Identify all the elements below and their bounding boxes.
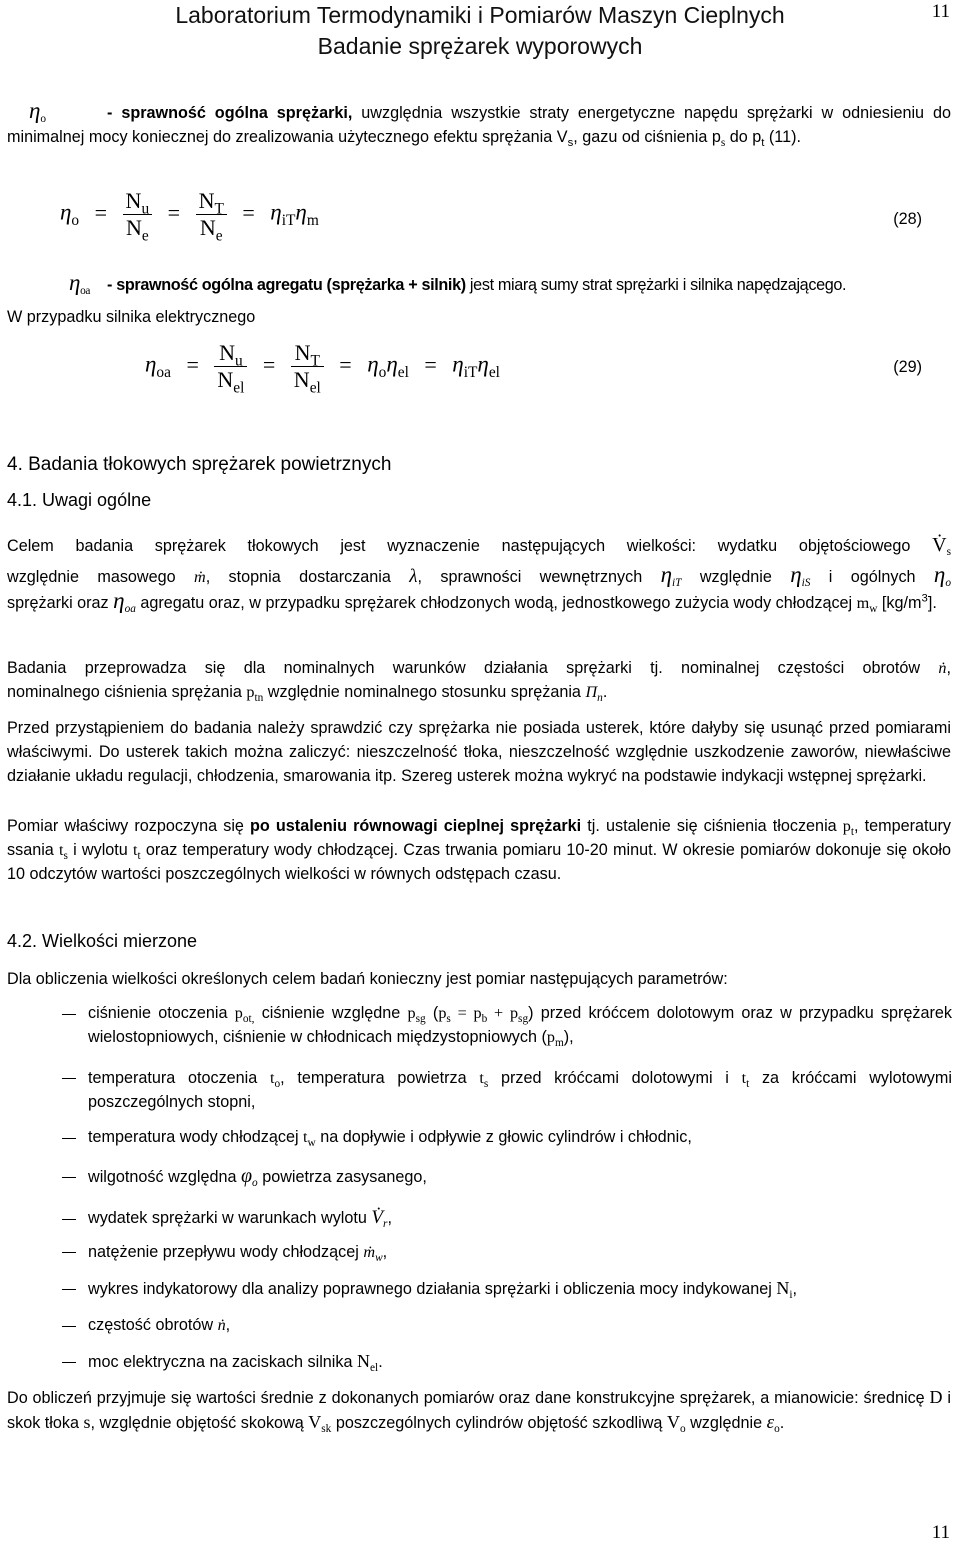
eta-oa-definition: $\eta_{oa}$ - sprawność ogólna agregatu (sprężarka + silnik) jest miarą sumy strat sprężarki i silnika napędzającego. [69,270,847,298]
page-number-top: 11 [931,1,950,22]
list-item-rpm: częstość obrotów ṅ, [88,1316,231,1334]
list-dash [62,1014,76,1015]
paragraph-goals: Celem badania sprężarek tłokowych jest wyznaczenie następujących wielkości: wydatku objętościowego $V̇_s$ względnie masowego ṁ, stopnia dostarczania λ, sprawności wewnętrznych $\eta_{iT}$ względnie $\eta_{iS}$ i ogólnych $\eta_o$ sprężarki oraz $\eta_{oa}$ agregatu oraz, w przypadku sprężarek chłodzonych wodą, jednostkowego zużycia wody chłodzącej $m_w$ $[kg/m^3]$. [7,534,951,616]
section-4-2-heading: 4.2. Wielkości mierzone [7,931,198,951]
paragraph-construction-data: Do obliczeń przyjmuje się wartości średnie z dokonanych pomiarów oraz dane konstrukcyjne sprężarek, a mianowicie: średnicę D i skok tłoka s, względnie objętość skokową $V_{sk}$ poszczególnych cylindrów objętość szkodliwą $V_o$ względnie $\varepsilon_o$. [7,1387,951,1436]
list-item-water-flow: natężenie przepływu wody chłodzącej ṁ$_w$, [88,1243,388,1265]
list-dash [62,1252,76,1253]
section-4-1-heading: 4.1. Uwagi ogólne [7,490,152,510]
eta-symbol: η [29,98,41,123]
list-dash [62,1326,76,1327]
paragraph-measurement: Pomiar właściwy rozpoczyna się po ustaleniu równowagi cieplnej sprężarki tj. ustalenie się ciśnienia tłoczenia $p_t$, temperatury ssania $t_s$ i wylotu $t_t$ oraz temperatury wody chłodzącej. Czas trwania pomiaru 10-20 minut. W okresie pomiarów dokonuje się około 10 odczytów wartości poszczególnych wielkości w równych odstępach czasu. [7,817,951,883]
page-header [120,0,840,62]
list-item-flow: wydatek sprężarki w warunkach wylotu $V̇_r$, [88,1207,392,1231]
eta-oa-lead: - sprawność ogólna agregatu (sprężarka + silnik) [107,276,466,294]
list-dash [62,1289,76,1290]
list-dash [62,1177,76,1178]
equation-28: $\eta_o$ = $\frac{N_u}{N_e}$ = $\frac{N_T}{N_e}$ = $\eta_{iT}\eta_m$ [60,188,319,245]
paragraph-parameters-intro: Dla obliczenia wielkości określonych celem badań konieczny jest pomiar następujących parametrów: [7,970,728,988]
list-dash [62,1362,76,1363]
list-dash [62,1219,76,1220]
equation-28-number: (28) [893,210,922,228]
paragraph-defects: Przed przystąpieniem do badania należy sprawdzić czy sprężarka nie posiada usterek, które dałyby się usunąć przed pomiarami właściwymi. Do usterek takich można zaliczyć: nieszczelność tłoka, nieszczelność względnie uszkodzenie zaworów, niewłaściwe działanie układu regulacji, chłodzenia, smarowania itp. Szereg usterek można wykryć na podstawie indykacji wstępnej sprężarki. [7,719,951,785]
page-number-bottom: 11 [931,1522,950,1543]
equation-29-number: (29) [893,358,922,376]
electric-motor-note: W przypadku silnika elektrycznego [7,308,256,326]
header-lab-title: Laboratorium Termodynamiki i Pomiarów Maszyn Cieplnych [175,2,785,28]
fraction-nt-ne: $\frac{N_T}{N_e}$ [196,188,227,241]
list-item-pressure: ciśnienie otoczenia $p_{ot,}$ ciśnienie względne $p_{sg}$ $(p_s = p_b + p_{sg})$ przed króćcem dolotowym oraz w przypadku sprężarek wielostopniowych, ciśnienie w chłodnicach międzystopniowych $(p_m)$, [88,1004,953,1050]
section-4-heading: 4. Badania tłokowych sprężarek powietrznych [7,454,392,475]
list-item-indicator: wykres indykatorowy dla analizy poprawnego działania sprężarki i obliczenia mocy indykowanej $N_i$, [88,1278,797,1302]
list-dash [62,1138,76,1139]
fraction-nu-nel: $\frac{N_u}{N_{el}}$ [214,340,247,393]
list-item-humidity: wilgotność względna $\varphi_o$ powietrza zasysanego, [88,1165,427,1190]
equation-29: $\eta_{oa}$ = $\frac{N_u}{N_{el}}$ = $\frac{N_T}{N_{el}}$ = $\eta_o\eta_{el} = \eta_{iT}\eta_{el}$ [145,340,500,397]
list-item-water-temperature: temperatura wody chłodzącej $t_w$ na dopływie i odpływie z głowic cylindrów i chłodnic, [88,1128,692,1150]
eta-o-lead: - sprawność ogólna sprężarki, [107,104,353,122]
list-item-electric-power: moc elektryczna na zaciskach silnika $N_{el}$. [88,1351,383,1375]
eta-o-definition: $\eta_o$ - sprawność ogólna sprężarki, uwzględnia wszystkie straty energetyczne napędu sprężarki w odniesieniu do minimalnej mocy koniecznej do zrealizowania użytecznego efektu sprężania $V_s$, gazu od ciśnienia $p_s$ do $p_t$ (11). [7,98,951,150]
fraction-nu-ne: $\frac{N_u}{N_e}$ [123,188,153,241]
list-dash [62,1078,76,1079]
list-item-temperature: temperatura otoczenia $t_o$, temperatura powietrza $t_s$ przed króćcami dolotowymi i $t_t$ za króćcami wylotowymi poszczególnych stopni, [88,1069,952,1111]
fraction-nt-nel: $\frac{N_T}{N_{el}}$ [291,340,324,393]
header-topic-title: Badanie sprężarek wyporowych [317,33,643,59]
paragraph-nominal: Badania przeprowadza się dla nominalnych warunków działania sprężarki tj. nominalnej częstości obrotów ṅ, nominalnego ciśnienia sprężania $p_{tn}$ względnie nominalnego stosunku sprężania $\Pi_n$. [7,659,951,705]
